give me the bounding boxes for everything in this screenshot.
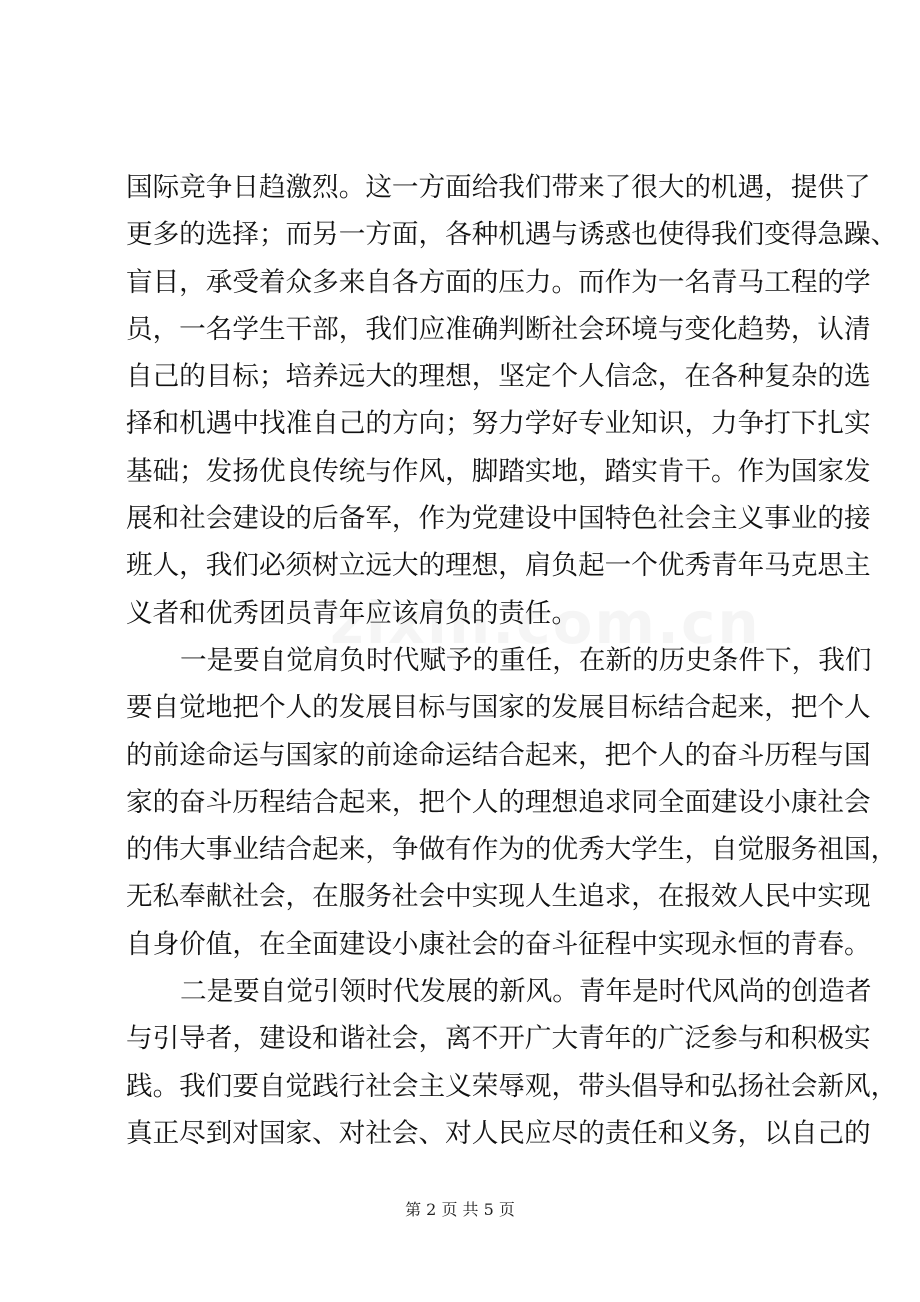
text-line: 与引导者，建设和谐社会，离不开广大青年的广泛参与和积极实	[126, 1023, 871, 1055]
paragraph-start-line: 一是要自觉肩负时代赋予的重任，在新的历史条件下，我们	[180, 644, 872, 676]
text-line: 的前途命运与国家的前途命运结合起来，把个人的奋斗历程与国	[126, 739, 871, 771]
text-line: 践。我们要自觉践行社会主义荣辱观，带头倡导和弘扬社会新风，	[126, 1070, 898, 1102]
text-line: 家的奋斗历程结合起来，把个人的理想追求同全面建设小康社会	[126, 786, 871, 818]
text-line: 基础；发扬优良传统与作风，脚踏实地，踏实肯干。作为国家发	[126, 455, 871, 487]
text-line: 择和机遇中找准自己的方向；努力学好专业知识，力争打下扎实	[126, 408, 871, 440]
document-body	[126, 164, 898, 1157]
paragraph-end-line: 自身价值，在全面建设小康社会的奋斗征程中实现永恒的青春。	[126, 928, 871, 960]
text-line: 自己的目标；培养远大的理想，坚定个人信念，在各种复杂的选	[126, 361, 871, 393]
text-line: 国际竞争日趋激烈。这一方面给我们带来了很大的机遇，提供了	[126, 172, 871, 203]
text-line: 盲目，承受着众多来自各方面的压力。而作为一名青马工程的学	[126, 266, 871, 298]
text-line: 班人，我们必须树立远大的理想，肩负起一个优秀青年马克思主	[126, 550, 871, 582]
paragraph-end-line: 义者和优秀团员青年应该肩负的责任。	[126, 597, 579, 629]
text-line: 展和社会建设的后备军，作为党建设中国特色社会主义事业的接	[126, 503, 871, 535]
text-line: 要自觉地把个人的发展目标与国家的发展目标结合起来，把个人	[126, 692, 871, 724]
text-line: 更多的选择；而另一方面，各种机遇与诱惑也使得我们变得急躁、	[126, 219, 898, 251]
text-line: 真正尽到对国家、对社会、对人民应尽的责任和义务，以自己的	[126, 1117, 871, 1149]
text-line: 无私奉献社会，在服务社会中实现人生追求，在报效人民中实现	[126, 881, 871, 913]
text-line: 员，一名学生干部，我们应准确判断社会环境与变化趋势，认清	[126, 313, 871, 345]
text-line: 的伟大事业结合起来，争做有作为的优秀大学生，自觉服务祖国，	[126, 834, 898, 866]
page-number-footer: 第 2 页 共 5 页	[405, 1200, 515, 1219]
paragraph-start-line: 二是要自觉引领时代发展的新风。青年是时代风尚的创造者	[180, 976, 872, 1008]
